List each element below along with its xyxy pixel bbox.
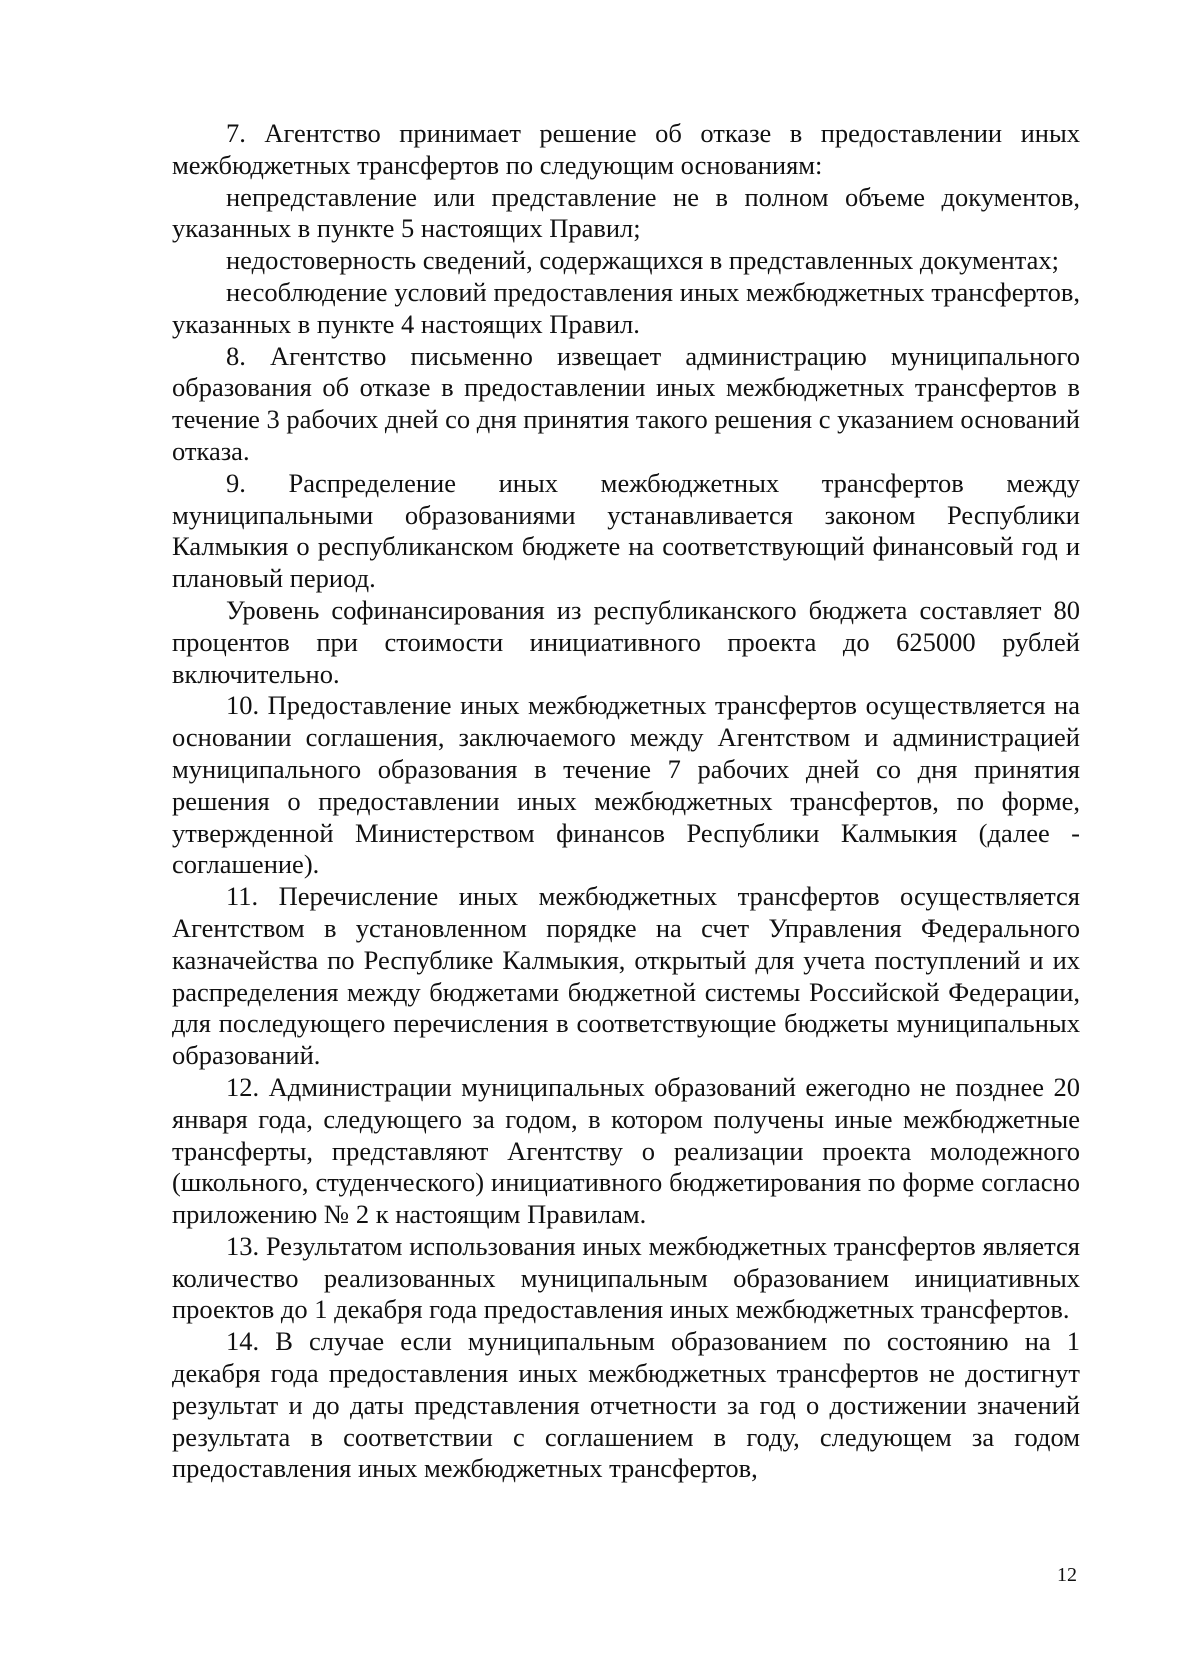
paragraph-7-reason-3: несоблюдение условий предоставления иных межбюджетных трансфертов, указанных в пункте 4 настоящих Правил. [172, 276, 1080, 339]
document-body [172, 118, 1080, 1485]
paragraph-11: 11. Перечисление иных межбюджетных трансфертов осуществляется Агентством в установленном порядке на счет Управления Федерального казначейства по Республике Калмыкия, открытый для учета поступлений и их распределения между бюджетами бюджетной системы Российской Федерации, для последующего перечисления в соответствующие бюджеты муниципальных образований. [172, 881, 1080, 1071]
paragraph-12: 12. Администрации муниципальных образований ежегодно не позднее 20 января года, следующего за годом, в котором получены иные межбюджетные трансферты, представляют Агентству о реализации проекта молодежного (школьного, студенческого) инициативного бюджетирования по форме согласно приложению № 2 к настоящим Правилам. [172, 1071, 1080, 1230]
paragraph-7-reason-1: непредставление или представление не в полном объеме документов, указанных в пункте 5 настоящих Правил; [172, 181, 1080, 244]
page-number: 12 [1057, 1564, 1077, 1586]
paragraph-14: 14. В случае если муниципальным образованием по состоянию на 1 декабря года предоставления иных межбюджетных трансфертов не достигнут результат и до даты представления отчетности за год о достижении значений результата в соответствии с соглашением в году, следующем за годом предоставления иных межбюджетных трансфертов, [172, 1326, 1080, 1484]
paragraph-13: 13. Результатом использования иных межбюджетных трансфертов является количество реализованных муниципальным образованием инициативных проектов до 1 декабря года предоставления иных межбюджетных трансфертов. [172, 1230, 1080, 1325]
paragraph-7-reason-2: недостоверность сведений, содержащихся в представленных документах; [226, 245, 1059, 276]
paragraph-9: 9. Распределение иных межбюджетных трансфертов между муниципальными образованиями устанавливается законом Республики Калмыкия о республиканском бюджете на соответствующий финансовый год и плановый период. [172, 467, 1080, 594]
paragraph-10: 10. Предоставление иных межбюджетных трансфертов осуществляется на основании соглашения, заключаемого между Агентством и администрацией муниципального образования в течение 7 рабочих дней со дня принятия решения о предоставлении иных межбюджетных трансфертов, по форме, утвержденной Министерством финансов Республики Калмыкия (далее - соглашение). [172, 690, 1080, 880]
paragraph-8: 8. Агентство письменно извещает администрацию муниципального образования об отказе в предоставлении иных межбюджетных трансфертов в течение 3 рабочих дней со дня принятия такого решения с указанием оснований отказа. [172, 340, 1080, 466]
paragraph-7: 7. Агентство принимает решение об отказе в предоставлении иных межбюджетных трансфертов по следующим основаниям: [172, 118, 1080, 180]
paragraph-9-cofinancing: Уровень софинансирования из республиканского бюджета составляет 80 процентов при стоимости инициативного проекта до 625000 рублей включительно. [172, 594, 1080, 689]
